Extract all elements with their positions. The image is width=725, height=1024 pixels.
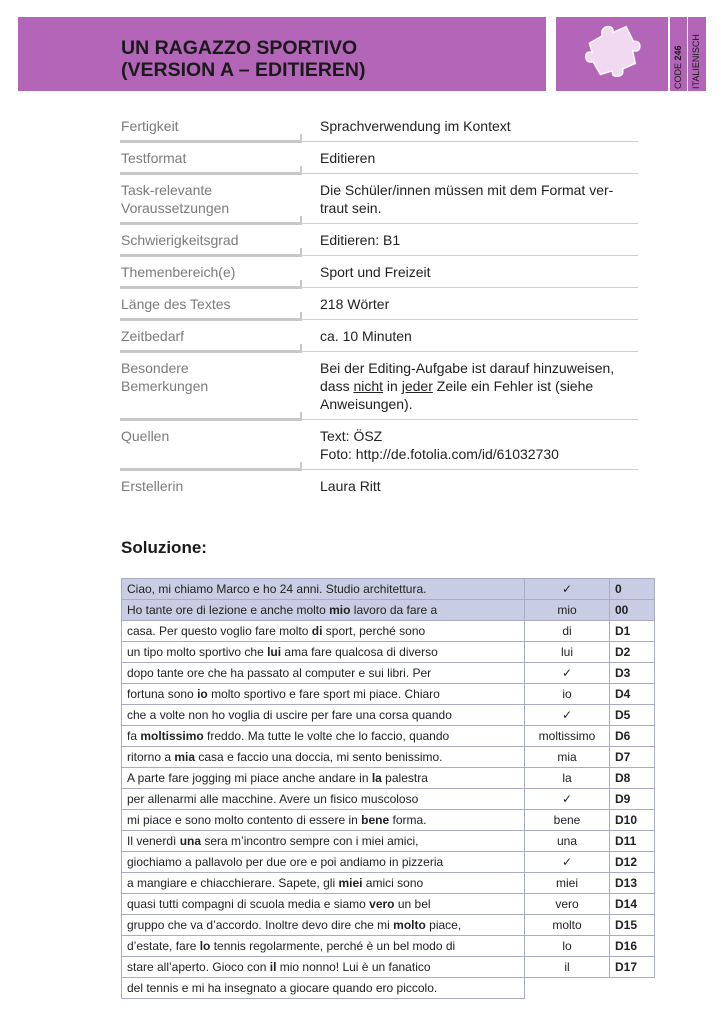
code-cell xyxy=(610,978,655,999)
answer-cell: bene xyxy=(525,810,610,831)
sentence-cell: stare all’aperto. Gioco con il mio nonno! Lui è un fanatico xyxy=(122,957,525,978)
sentence-cell: fa moltissimo freddo. Ma tutte le volte che lo faccio, quando xyxy=(122,726,525,747)
answer-cell: lo xyxy=(525,936,610,957)
header-icon-box xyxy=(556,17,668,91)
info-row-quellen xyxy=(120,420,638,470)
solution-title: Soluzione: xyxy=(121,538,207,557)
answer-cell: moltissimo xyxy=(525,726,610,747)
table-row xyxy=(122,663,655,684)
answer-cell: il xyxy=(525,957,610,978)
table-row xyxy=(122,747,655,768)
answer-cell: lui xyxy=(525,642,610,663)
table-row xyxy=(122,852,655,873)
info-value: Sprachverwendung im Kontext xyxy=(320,118,511,134)
info-value: Laura Ritt xyxy=(320,478,381,494)
info-row-schwierigkeit xyxy=(120,224,638,256)
answer-cell: vero xyxy=(525,894,610,915)
sentence-cell: dopo tante ore che ha passato al computer e sui libri. Per xyxy=(122,663,525,684)
code-cell: D9 xyxy=(610,789,655,810)
answer-cell xyxy=(525,978,610,999)
sentence-cell: un tipo molto sportivo che lui ama fare qualcosa di diverso xyxy=(122,642,525,663)
sentence-cell: mi piace e sono molto contento di essere in bene forma. xyxy=(122,810,525,831)
table-row xyxy=(122,915,655,936)
table-row xyxy=(122,957,655,978)
info-label: Themenbereich(e) xyxy=(121,264,236,280)
side-divider xyxy=(687,17,688,91)
info-row-erstellerin xyxy=(120,470,638,501)
sentence-cell: Ciao, mi chiamo Marco e ho 24 anni. Studio architettura. xyxy=(122,579,525,600)
sentence-cell: gruppo che va d’accordo. Inoltre devo dire che mi molto piace, xyxy=(122,915,525,936)
sentence-cell: d’estate, fare lo tennis regolarmente, perché è un bel modo di xyxy=(122,936,525,957)
info-value: Bei der Editing-Aufgabe ist darauf hinzuweisen, dass nicht in jeder Zeile ein Fehler ist (siehe Anweisungen). xyxy=(320,360,615,412)
table-row xyxy=(122,642,655,663)
table-row xyxy=(122,894,655,915)
answer-cell: di xyxy=(525,621,610,642)
info-value: ca. 10 Minuten xyxy=(320,328,412,344)
info-label: Testformat xyxy=(121,150,187,166)
answer-cell: ✓ xyxy=(525,789,610,810)
code-cell: D11 xyxy=(610,831,655,852)
code-cell: D8 xyxy=(610,768,655,789)
code-cell: D17 xyxy=(610,957,655,978)
code-cell: D16 xyxy=(610,936,655,957)
code-cell: 0 xyxy=(610,579,655,600)
code-label: CODE 246 xyxy=(673,45,683,89)
info-row-besondere xyxy=(120,352,638,420)
table-row xyxy=(122,600,655,621)
answer-cell: mia xyxy=(525,747,610,768)
answer-cell: la xyxy=(525,768,610,789)
sentence-cell: ritorno a mia casa e faccio una doccia, mi sento benissimo. xyxy=(122,747,525,768)
sentence-cell: A parte fare jogging mi piace anche andare in la palestra xyxy=(122,768,525,789)
table-row xyxy=(122,705,655,726)
info-label: Erstellerin xyxy=(121,478,184,494)
info-label: Länge des Textes xyxy=(121,296,231,312)
table-row xyxy=(122,789,655,810)
language-label: ITALIENISCH xyxy=(691,34,701,89)
table-row xyxy=(122,684,655,705)
code-cell: D15 xyxy=(610,915,655,936)
table-row xyxy=(122,831,655,852)
sentence-cell: quasi tutti compagni di scuola media e siamo vero un bel xyxy=(122,894,525,915)
header-side-code xyxy=(670,17,706,91)
info-value: Sport und Freizeit xyxy=(320,264,431,280)
code-cell: D13 xyxy=(610,873,655,894)
info-label: Besondere Bemerkungen xyxy=(121,360,209,394)
sentence-cell: casa. Per questo voglio fare molto di sport, perché sono xyxy=(122,621,525,642)
answer-cell: ✓ xyxy=(525,852,610,873)
info-value: Editieren: B1 xyxy=(320,232,401,248)
sentence-cell: del tennis e mi ha insegnato a giocare quando ero piccolo. xyxy=(122,978,525,999)
answer-cell: miei xyxy=(525,873,610,894)
sentence-cell: Il venerdì una sera m’incontro sempre con i miei amici, xyxy=(122,831,525,852)
table-row xyxy=(122,936,655,957)
title-line-1: UN RAGAZZO SPORTIVO xyxy=(121,37,358,59)
info-row-laenge xyxy=(120,288,638,320)
answer-cell: una xyxy=(525,831,610,852)
info-label: Quellen xyxy=(121,428,170,444)
info-row-testformat xyxy=(120,142,638,174)
answer-cell: ✓ xyxy=(525,579,610,600)
title-line-2: (VERSION A – EDITIEREN) xyxy=(121,59,366,81)
answer-cell: ✓ xyxy=(525,663,610,684)
table-row xyxy=(122,768,655,789)
code-cell: D12 xyxy=(610,852,655,873)
answer-cell: ✓ xyxy=(525,705,610,726)
code-cell: D3 xyxy=(610,663,655,684)
info-table xyxy=(120,110,638,501)
answer-cell: io xyxy=(525,684,610,705)
info-label: Zeitbedarf xyxy=(121,328,185,344)
sentence-cell: Ho tante ore di lezione e anche molto mio lavoro da fare a xyxy=(122,600,525,621)
info-value: 218 Wörter xyxy=(320,296,390,312)
table-row xyxy=(122,810,655,831)
answer-cell: molto xyxy=(525,915,610,936)
code-cell: D1 xyxy=(610,621,655,642)
sentence-cell: giochiamo a pallavolo per due ore e poi andiamo in pizzeria xyxy=(122,852,525,873)
sentence-cell: fortuna sono io molto sportivo e fare sport mi piace. Chiaro xyxy=(122,684,525,705)
info-label: Schwierigkeitsgrad xyxy=(121,232,239,248)
table-row xyxy=(122,873,655,894)
code-cell: D14 xyxy=(610,894,655,915)
info-row-themen xyxy=(120,256,638,288)
info-row-fertigkeit xyxy=(120,110,638,142)
solution-table xyxy=(121,578,655,999)
page-title xyxy=(121,37,366,81)
table-row xyxy=(122,579,655,600)
code-cell: D6 xyxy=(610,726,655,747)
sentence-cell: a mangiare e chiacchierare. Sapete, gli miei amici sono xyxy=(122,873,525,894)
info-value: Die Schüler/innen müssen mit dem Format ver- traut sein. xyxy=(320,182,614,216)
info-value: Text: ÖSZ Foto: http://de.fotolia.com/id/61032730 xyxy=(320,428,559,462)
sentence-cell: per allenarmi alle macchine. Avere un fisico muscoloso xyxy=(122,789,525,810)
code-cell: D10 xyxy=(610,810,655,831)
code-cell: D4 xyxy=(610,684,655,705)
code-cell: 00 xyxy=(610,600,655,621)
info-label: Fertigkeit xyxy=(121,118,179,134)
code-cell: D7 xyxy=(610,747,655,768)
answer-cell: mio xyxy=(525,600,610,621)
info-row-zeit xyxy=(120,320,638,352)
table-row xyxy=(122,978,655,999)
sentence-cell: che a volte non ho voglia di uscire per fare una corsa quando xyxy=(122,705,525,726)
code-cell: D2 xyxy=(610,642,655,663)
puzzle-piece-icon xyxy=(582,23,642,85)
table-row xyxy=(122,621,655,642)
info-value: Editieren xyxy=(320,150,376,166)
info-label: Task-relevante Voraussetzungen xyxy=(121,182,230,216)
table-row xyxy=(122,726,655,747)
info-row-task xyxy=(120,174,638,224)
code-cell: D5 xyxy=(610,705,655,726)
